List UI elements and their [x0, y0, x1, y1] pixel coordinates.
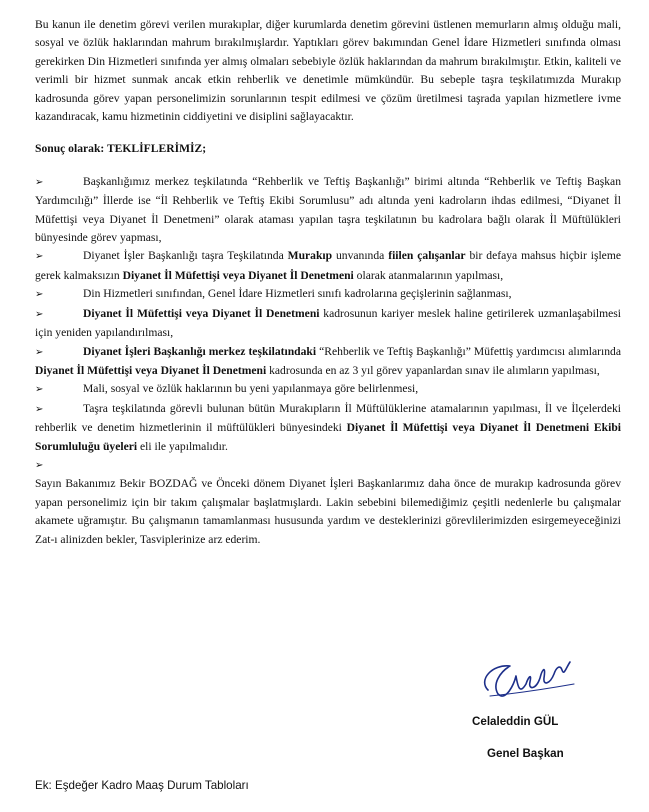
- list-item: ➢ Mali, sosyal ve özlük haklarının bu yeni yapılanmaya göre belirlenmesi,: [35, 380, 621, 399]
- intro-paragraph: Bu kanun ile denetim görevi verilen murakıplar, diğer kurumlarda denetim görevini üstlenen memurların almış olduğu mali, sosyal ve özlük haklarından mahrum bırakılmışlardır. Yaptıkları görev bakımından Genel İdare Hizmetleri sınıfında olması gerekirken Din Hizmetleri sınıfında yer almış olmaları sebebiyle özlük haklarından da mahrum bırakılmıştır. Etkin, kaliteli ve verimli bir hizmet sunmak ancak etkin rehberlik ve denetimle mümkündür. Bu sebeple taşra teşkilatımızda Murakıp kadrosunda görev yapan personelimizin sorunlarının tespit edilmesi ve çözüm üretilmesi taşrada yapılan hizmetlere ivme kazandıracak, kamu hizmetinin ciddiyetini ve disiplini sağlayacaktır.: [35, 18, 621, 124]
- list-item: ➢ Din Hizmetleri sınıfından, Genel İdare Hizmetleri sınıfı kadrolarına geçişlerinin sağlanması,: [35, 285, 621, 304]
- attachment-note: Ek: Eşdeğer Kadro Maaş Durum Tabloları: [35, 779, 249, 792]
- arrow-bullet-icon: ➢: [35, 176, 44, 188]
- signatory-title: Genel Başkan: [487, 747, 564, 760]
- arrow-bullet-icon: ➢: [35, 346, 44, 358]
- list-item: ➢ Diyanet İşler Başkanlığı taşra Teşkilatında Murakıp unvanında fiilen çalışanlar bir defaya mahsus hiçbir işleme gerek kalmaksızın Diyanet İl Müfettişi veya Diyanet İl Denetmeni olarak atanmalarının yapılması,: [35, 249, 621, 282]
- list-item: ➢ Başkanlığımız merkez teşkilatında “Rehberlik ve Teftiş Başkanlığı” birimi altında “Rehberlik ve Teftiş Başkan Yardımcılığı” İllerde ise “İl Rehberlik ve Teftiş Ekibi Sorumlusu” adı altında yeni kadroların ihdas edilmesi, “Diyanet İl Müfettişi veya Diyanet İl Denetmeni” olarak ataması yapılan taşra teşkilatının bu kadrolara bağlı olarak İl Müftülükleri bünyesinde görev yapması,: [35, 174, 621, 245]
- list-item-empty: [35, 456, 621, 475]
- signatory-name: Celaleddin GÜL: [472, 715, 559, 728]
- proposals-heading: Sonuç olarak: TEKLİFLERİMİZ;: [35, 142, 207, 156]
- arrow-bullet-icon: ➢: [35, 308, 44, 320]
- signature: [470, 650, 610, 710]
- arrow-bullet-icon: ➢: [35, 459, 44, 471]
- arrow-bullet-icon: ➢: [35, 289, 44, 301]
- list-item: ➢ Diyanet İşleri Başkanlığı merkez teşkilatındaki “Rehberlik ve Teftiş Başkanlığı” Müfettiş yardımcısı alımlarında Diyanet İl Müfettişi veya Diyanet İl Denetmeni kadrosunda en az 3 yıl görev yapanlardan sınav ile alımların yapılması,: [35, 344, 621, 377]
- signature-scribble-icon: [470, 650, 580, 710]
- arrow-bullet-icon: ➢: [35, 251, 44, 263]
- closing-paragraph: Sayın Bakanımız Bekir BOZDAĞ ve Önceki dönem Diyanet İşleri Başkanlarımız daha önce de murakıp kadrosunda görev yapan personelimiz için bir takım çalışmalar başlatmışlardı. Lakin sebebini bilemediğimiz çeşitli nedenlerle bu çalışmalar akamete uğramıştır. Bu çalışmanın tamamlanması hususunda yardım ve desteklerinizi görevlilerimizden esirgemeyeceğinizi Zat-ı alinizden bekler, Tasviplerinize arz ederim.: [35, 477, 621, 546]
- list-item: ➢ Diyanet İl Müfettişi veya Diyanet İl Denetmeni kadrosunun kariyer meslek haline getirilerek uzmanlaşabilmesi için yeniden yapılandırılması,: [35, 306, 622, 340]
- list-item: ➢ Taşra teşkilatında görevli bulunan bütün Murakıpların İl Müftülüklerine atamalarının yapılması, İl ve İlçelerdeki rehberlik ve denetim hizmetlerinin il müftülükleri bünyesindeki Diyanet İl Müfettişi veya Diyanet İl Denetmeni Ekibi Sorumluluğu üyeleri eli ile yapılmalıdır.: [35, 401, 621, 453]
- document-body: [35, 16, 621, 549]
- arrow-bullet-icon: ➢: [35, 384, 44, 396]
- arrow-bullet-icon: ➢: [35, 403, 44, 415]
